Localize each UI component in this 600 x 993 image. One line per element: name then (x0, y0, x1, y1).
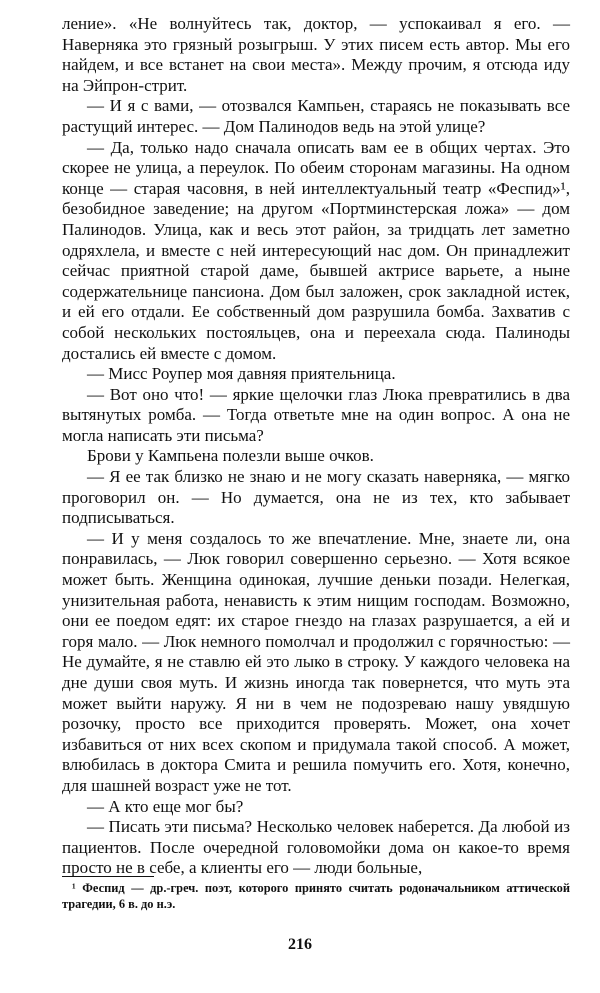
page-body (62, 14, 570, 879)
footnote: ¹ Феспид — др.-греч. поэт, которого принято считать родоначальником аттической трагедии, 6 в. до н.э. (62, 881, 570, 911)
paragraph: — И у меня создалось то же впечатление. Мне, знаете ли, она понравилась, — Люк говорил совершенно серьезно. — Хотя всякое может быть. Женщина одинокая, лучшие деньки позади. Нелегкая, унизительная работа, ненависть к этим нищим господам. Возможно, они ее поедом едят: их старое гнездо на глазах разрушается, а ей и горя мало. — Люк немного помолчал и продолжил с горячностью: — Не думайте, я не ставлю ей это лыко в строку. У каждого человека на дне души своя муть. И жизнь иногда так повернется, что муть эта может выйти наружу. Я ни в чем не подозреваю нашу увядшую розочку, просто все приходится проверять. Может, она хочет избавиться от них всех скопом и придумала такой способ. А может, влюбилась в доктора Смита и решила помучить его. Хотя, конечно, для шашней возраст уже не тот. (62, 528, 570, 795)
paragraph: — Вот оно что! — яркие щелочки глаз Люка превратились в два вытянутых ромба. — Тогда ответьте мне на один вопрос. А она не могла написать эти письма? (62, 384, 570, 445)
paragraph: — И я с вами, — отозвался Кампьен, стараясь не показывать все растущий интерес. — Дом Палинодов ведь на этой улице? (62, 96, 570, 136)
paragraph: — Писать эти письма? Несколько человек наберется. Да любой из пациентов. После очередной головомойки дома он какое-то время просто не в себе, а клиенты его — люди больные, (62, 817, 570, 878)
page-number: 216 (288, 936, 312, 953)
paragraph: — Мисс Роупер моя давняя приятельница. (87, 364, 396, 384)
paragraph: — Я ее так близко не знаю и не могу сказать наверняка, — мягко проговорил он. — Но думается, она не из тех, кто забывает подписываться. (62, 467, 570, 528)
footnote-divider (62, 876, 154, 877)
paragraph: — А кто еще мог бы? (87, 796, 244, 816)
paragraph: ление». «Не волнуйтесь так, доктор, — успокаивал я его. — Наверняка это грязный розыгрыш. У этих писем есть автор. Мы его найдем, и все встанет на свои места». Между прочим, я отсюда иду на Эйпрон-стрит. (62, 14, 570, 95)
paragraph: — Да, только надо сначала описать вам ее в общих чертах. Это скорее не улица, а переулок. По обеим сторонам магазины. На одном конце — старая часовня, в ней интеллектуальный театр «Феспид»¹, безобидное заведение; на другом «Портминстерская ложа» — дом Палинодов. Улица, как и весь этот район, за тридцать лет заметно одряхлела, и вместе с ней интересующий нас дом. Он принадлежит сейчас приятной старой даме, бывшей актрисе варьете, а ныне содержательнице пансиона. Дом был заложен, срок закладной истек, и ей его отдали. Ее собственный дом разрушила бомба. Захватив с собой нескольких постояльцев, она и переехала сюда. Палиноды достались ей вместе с домом. (62, 137, 570, 363)
paragraph: Брови у Кампьена полезли выше очков. (87, 446, 374, 466)
